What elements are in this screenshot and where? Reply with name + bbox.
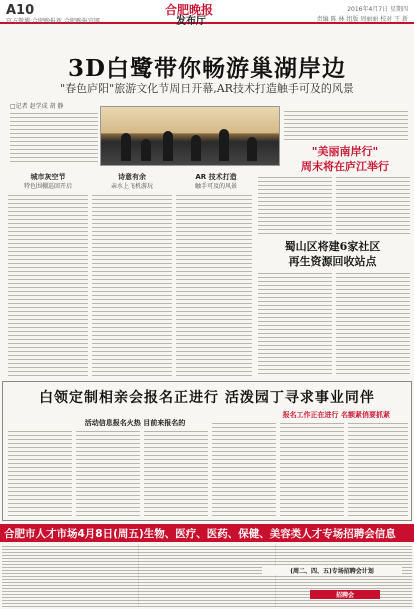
feature-text <box>212 420 276 518</box>
classified-badge: 招聘会 <box>310 590 380 599</box>
feature-headline: 白领定制相亲会报名正进行 活泼园丁寻求事业同伴 <box>39 390 375 406</box>
side-story2-text <box>336 270 410 376</box>
photo-figure <box>163 131 173 161</box>
feature-subhead: 报名工作正在进行 名额紧俏要抓紧 <box>282 411 390 419</box>
column-title: 城市灰空节 <box>30 173 66 181</box>
classified-title: (周二、四、五)专场招聘会计划 <box>262 566 402 575</box>
feature-text <box>280 420 344 518</box>
side-story-text <box>258 174 332 234</box>
feature-text <box>144 428 208 518</box>
column-title: AR 技术打造 <box>195 173 237 181</box>
feature-column-title: 活动信息报名火热 目前来报名的 <box>84 419 186 427</box>
masthead-logo: 合肥晚报 <box>165 3 214 17</box>
column-subtitle: 特色围棚巡回开启 <box>23 183 72 190</box>
column-subtitle: 触手可及的风景 <box>194 183 237 190</box>
intro-text <box>10 110 98 165</box>
photo-figure <box>219 129 229 161</box>
side-story-subtitle: 周末将在庐江举行 <box>301 160 389 173</box>
header-date: 2016年4月7日 星期四 <box>347 6 408 13</box>
feature-text <box>348 420 408 518</box>
body-text <box>8 192 88 377</box>
main-subhead: "春色庐阳"旅游文化节周日开幕,AR技术打造触手可及的风景 <box>60 82 354 95</box>
column-subtitle: 亲水上飞机游玩 <box>110 183 153 190</box>
side-story2-subtitle: 再生资源回收站点 <box>288 255 377 268</box>
main-headline: 3D白鹭带你畅游巢湖岸边 <box>68 55 346 82</box>
side-story-text <box>336 174 410 234</box>
section-title: 发布厅 <box>176 16 206 27</box>
side-story2-text <box>258 270 332 376</box>
photo-figure <box>191 135 201 161</box>
side-story2-title: 蜀山区将建6家社区 <box>284 240 381 253</box>
feature-text <box>76 428 140 518</box>
body-text <box>176 192 252 377</box>
lead-photo <box>100 106 280 166</box>
body-text <box>92 192 172 377</box>
column-title: 诗意有余 <box>118 173 146 181</box>
page-number: A10 <box>6 3 35 18</box>
header-meta-left: 官方微博:合肥晚报新 合肥晚报官网 <box>6 18 100 25</box>
photo-figure <box>247 137 257 161</box>
header-editors: 责编 陈 林 组版 周丽丽 校对 王 新 <box>316 16 408 23</box>
photo-figure <box>141 139 151 161</box>
side-intro-text <box>284 108 408 140</box>
job-fair-banner-text: 合肥市人才市场4月8日(周五)生物、医疗、医药、保健、美容类人才专场招聘会信息 <box>4 528 396 540</box>
feature-text <box>8 428 72 518</box>
side-story-title: "美丽南岸行" <box>311 145 379 158</box>
photo-figure <box>121 133 131 161</box>
main-byline: □记者 赵学成 胡 静 <box>10 103 64 110</box>
